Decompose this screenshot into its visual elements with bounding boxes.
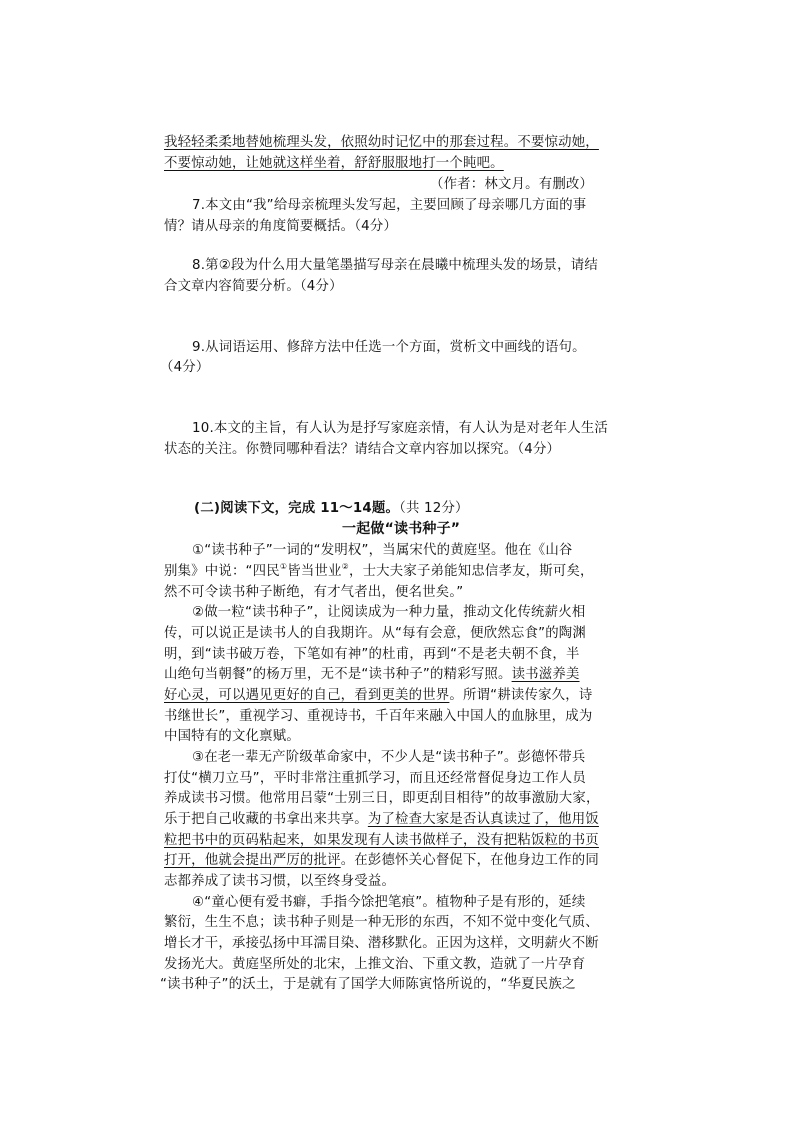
paragraph-4-line-3: 增长才干，承接弘扬中耳濡目染、潜移默化。正因为这样，文明薪火不断 [164,936,599,951]
paragraph-2-line-2: 传，可以说正是读书人的自我期许。从“每有会意，便欣然忘食”的陶渊 [164,626,586,641]
question-10-line-2: 状态的关注。你赞同哪种看法？请结合文章内容加以探究。（4分） [164,442,561,457]
paragraph-4-line-1: ④“童心便有爱书癖，手指今馀把笔痕”。植物种子是有形的，延续 [192,895,586,910]
section-2-heading [194,499,469,519]
paragraph-1-line-2 [164,562,594,582]
paragraph-4-line-5: “读书种子”的沃土，于是就有了国学大师陈寅恪所说的，“华夏民族之 [160,977,576,992]
section-2-instruction: (二)阅读下文，完成 11～14题。 [194,501,400,516]
p2-text: 山绝句当朝餐”的杨万里，无不是“读书种子”的精彩写照。 [164,667,512,682]
p2-underlined-start: 读书滋养美 [511,667,580,682]
paragraph-2-line-6: 书继世长”，重视学习、重视诗书，千百年来融入中国人的血脉里，成为 [164,709,593,724]
author-attribution: （作者：林文月。有删改） [430,177,594,192]
question-7-line-1: 7.本文由“我”给母亲梳理头发写起，主要回顾了母亲哪几方面的事 [192,198,587,213]
question-8-line-2: 合文章内容简要分析。（4分） [164,279,343,294]
article-title: 一起做“读书种子” [342,521,461,537]
p2-underlined-end: 好心灵，可以遇见更好的自己，看到更美的世界 [164,688,450,703]
p1-text-b: 皆当世业 [287,564,342,579]
footnote-marker-1: ① [279,562,288,571]
paragraph-3-line-7: 志都养成了读书习惯，以至终身受益。 [164,874,396,889]
paragraph-3-line-6 [164,851,599,871]
paragraph-4-line-4: 发扬光大。黄庭坚所处的北宋，上推文治、下重文教，造就了一片孕育 [164,957,586,972]
question-7-line-2: 情？请从母亲的角度简要概括。（4分） [164,219,398,234]
paragraph-2-line-4 [164,665,580,685]
paragraph-2-line-3: 明，到“读书破万卷，下笔如有神”的杜甫，再到“不是老夫朝不食，半 [164,647,580,662]
paragraph-2-line-1: ②做一粒“读书种子”，让阅读成为一种力量，推动文化传统薪火相 [192,605,586,620]
question-10-line-1: 10.本文的主旨，有人认为是抒写家庭亲情，有人认为是对老年人生活 [192,421,609,436]
paragraph-3-line-3: 养成读书习惯。他常用吕蒙“士别三日，即更刮目相待”的故事激励大家， [164,791,600,806]
paragraph-3-line-2: 打仗“横刀立马”，平时非常注重抓学习，而且还经常督促身边工作人员 [164,771,586,786]
paragraph-1-line-3: 然不可令读书种子断绝，有才气者出，便名世矣。” [164,585,464,600]
paragraph-4-line-2: 繁衍，生生不息；读书种子则是一种无形的东西，不知不觉中变化气质、 [164,915,599,930]
paragraph-3-line-4 [164,810,599,830]
footnote-marker-2: ② [341,562,349,571]
p1-text-a: 别集》中说：“四民 [164,564,280,579]
question-8-line-1: 8.第②段为什么用大量笔墨描写母亲在晨曦中梳理头发的场景，请结 [192,258,598,273]
p3-underlined-end: 打开，他就会提出严厉的批评 [164,853,341,868]
paragraph-2-line-7: 中国特有的文化禀赋。 [164,729,300,744]
section-2-points: （共 12分） [399,501,469,516]
paragraph-3-line-1: ③在老一辈无产阶级革命家中，不少人是“读书种子”。彭德怀带兵 [192,750,586,765]
p2-text-after: 。所谓“耕读传家久，诗 [449,688,593,703]
paragraph-1-line-1: ①“读书种子”一词的“发明权”，当属宋代的黄庭坚。他在《山谷 [192,543,573,558]
underlined-passage-line-1: 我轻轻柔柔地替她梳理头发，依照幼时记忆中的那套过程。不要惊动她， [164,135,599,150]
p3-text: 乐于把自己收藏的书拿出来共享。 [164,812,368,827]
paragraph-2-line-5 [164,686,592,706]
paragraph-3-line-5: 粒把书中的页码粘起来，如果发现有人读书做样子，没有把粘饭粒的书页 [164,833,599,848]
underlined-passage-line-2: 不要惊动她，让她就这样坐着，舒舒服服地打一个盹吧。 [164,156,504,171]
p3-underlined-start: 为了检查大家是否认真读过了，他用饭 [367,812,599,827]
question-9-line-1: 9.从词语运用、修辞方法中任选一个方面，赏析文中画线的语句。 [192,340,586,355]
p1-text-c: ，士大夫家子弟能知忠信孝友，斯可矣， [349,564,594,579]
p3-text-after: 。在彭德怀关心督促下，在他身边工作的同 [340,853,599,868]
question-9-line-2: （4分） [160,360,210,375]
